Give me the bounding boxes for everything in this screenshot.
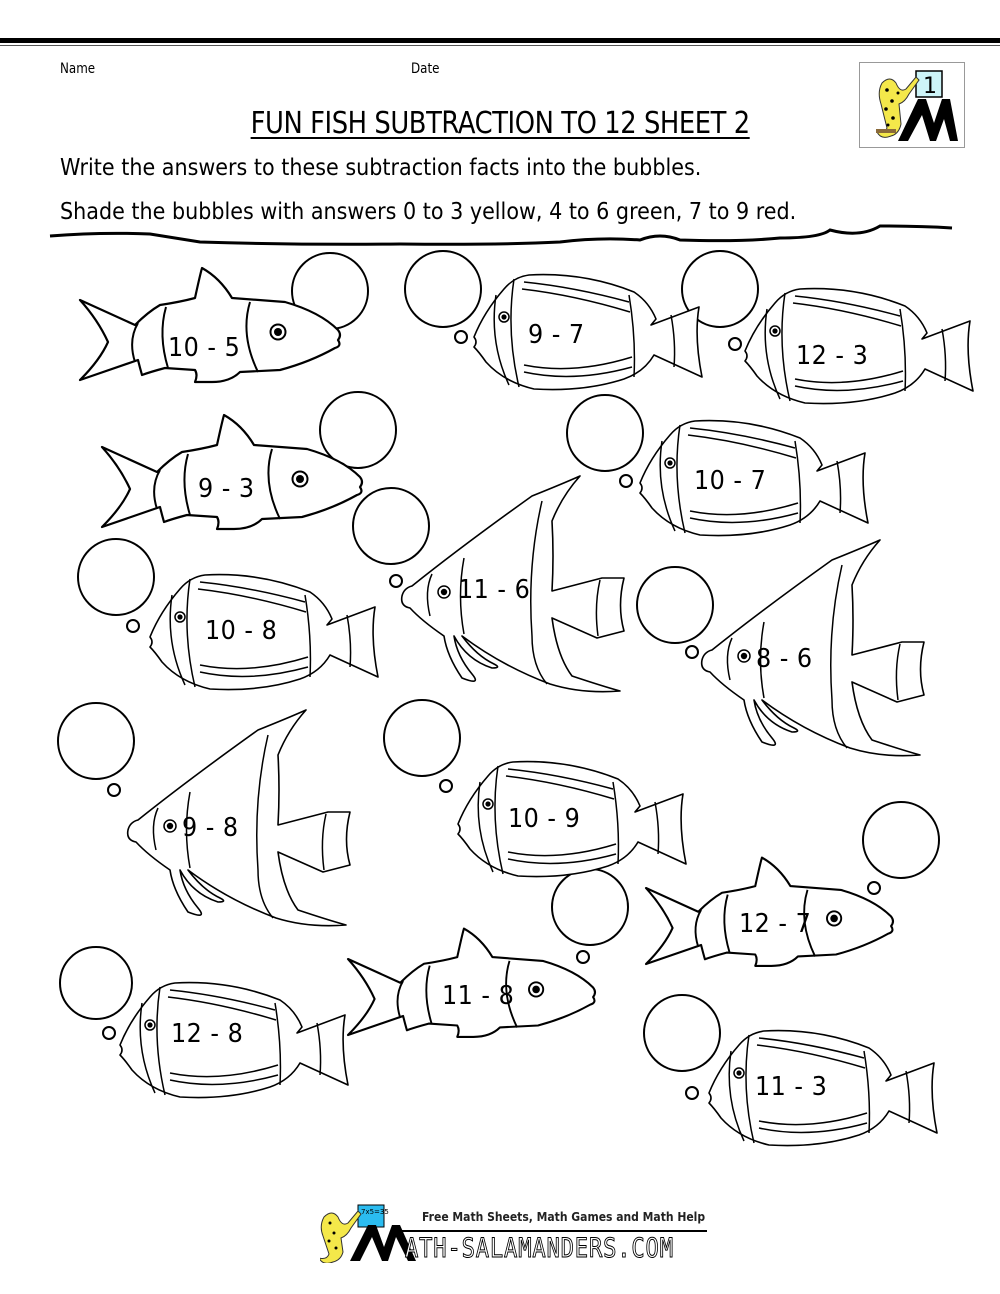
fish-fact-8: 8 - 6 <box>756 644 813 674</box>
svg-text:7x5=35: 7x5=35 <box>361 1208 389 1216</box>
fish-fact-14: 11 - 3 <box>755 1072 828 1102</box>
fish-fact-5: 10 - 7 <box>694 466 767 496</box>
fish-fact-10: 10 - 9 <box>508 804 581 834</box>
footer-rule <box>397 1230 707 1232</box>
fish-fact-13: 12 - 8 <box>171 1019 244 1049</box>
fish-fact-1: 10 - 5 <box>168 333 241 363</box>
page-title: FUN FISH SUBTRACTION TO 12 SHEET 2 <box>250 106 750 141</box>
fish-fact-11: 12 - 7 <box>739 909 812 939</box>
footer-site-link[interactable]: ATH-SALAMANDERS.COM <box>405 1233 674 1264</box>
fish-fact-4: 9 - 3 <box>198 474 255 504</box>
date-label: Date <box>411 61 440 77</box>
fish-fact-9: 9 - 8 <box>182 813 239 843</box>
fish-fact-3: 12 - 3 <box>796 341 869 371</box>
fish-fact-12: 11 - 8 <box>442 981 515 1011</box>
instruction-2: Shade the bubbles with answers 0 to 3 yellow, 4 to 6 green, 7 to 9 red. <box>60 199 797 225</box>
grade-badge: 1 <box>923 74 937 99</box>
fish-fact-7: 11 - 6 <box>458 575 531 605</box>
name-label: Name <box>60 61 96 77</box>
fish-fact-6: 10 - 8 <box>205 616 278 646</box>
fish-fact-2: 9 - 7 <box>528 320 585 350</box>
footer-tagline: Free Math Sheets, Math Games and Math Help <box>422 1210 706 1224</box>
instruction-1: Write the answers to these subtraction facts into the bubbles. <box>60 155 702 181</box>
